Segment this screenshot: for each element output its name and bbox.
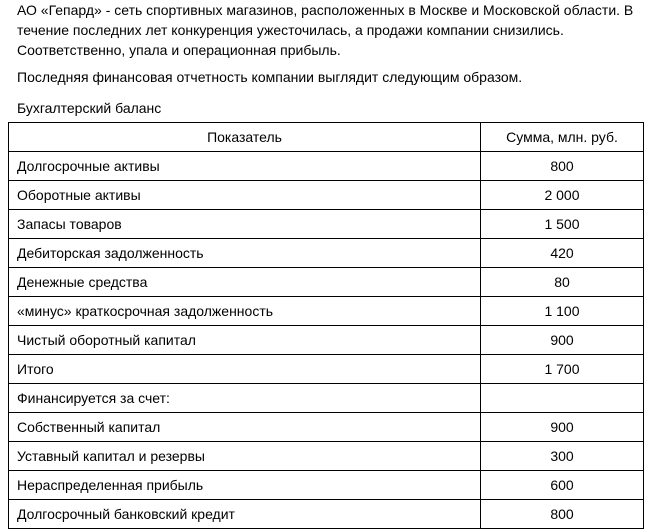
row-label: Собственный капитал bbox=[9, 413, 481, 442]
row-label: Денежные средства bbox=[9, 268, 481, 297]
row-value: 600 bbox=[481, 471, 644, 500]
table-row bbox=[9, 500, 644, 529]
row-value: 1 700 bbox=[481, 355, 644, 384]
row-label: Чистый оборотный капитал bbox=[9, 326, 481, 355]
row-value: 80 bbox=[481, 268, 644, 297]
table-row bbox=[9, 152, 644, 181]
row-label: Оборотные активы bbox=[9, 181, 481, 210]
row-label: Дебиторская задолженность bbox=[9, 239, 481, 268]
balance-sheet-table bbox=[8, 122, 644, 529]
row-label: «минус» краткосрочная задолженность bbox=[9, 297, 481, 326]
column-header-indicator: Показатель bbox=[9, 123, 481, 152]
table-row bbox=[9, 384, 644, 413]
row-value: 1 500 bbox=[481, 210, 644, 239]
row-value: 900 bbox=[481, 413, 644, 442]
row-label: Нераспределенная прибыль bbox=[9, 471, 481, 500]
row-label: Долгосрочные активы bbox=[9, 152, 481, 181]
table-header-row bbox=[9, 123, 644, 152]
table-row bbox=[9, 471, 644, 500]
row-value bbox=[481, 384, 644, 413]
row-value: 800 bbox=[481, 152, 644, 181]
table-row bbox=[9, 210, 644, 239]
row-value: 800 bbox=[481, 500, 644, 529]
table-row bbox=[9, 268, 644, 297]
row-label: Финансируется за счет: bbox=[9, 384, 481, 413]
section-title: Бухгалтерский баланс bbox=[17, 100, 162, 116]
table-row bbox=[9, 442, 644, 471]
table-row bbox=[9, 239, 644, 268]
row-value: 420 bbox=[481, 239, 644, 268]
row-value: 1 100 bbox=[481, 297, 644, 326]
row-label: Итого bbox=[9, 355, 481, 384]
statement-intro-paragraph: Последняя финансовая отчетность компании выглядит следующим образом. bbox=[17, 69, 523, 85]
table-row bbox=[9, 355, 644, 384]
row-label: Долгосрочный банковский кредит bbox=[9, 500, 481, 529]
table-row bbox=[9, 181, 644, 210]
row-value: 2 000 bbox=[481, 181, 644, 210]
row-label: Уставный капитал и резервы bbox=[9, 442, 481, 471]
table-row bbox=[9, 297, 644, 326]
row-label: Запасы товаров bbox=[9, 210, 481, 239]
column-header-amount: Сумма, млн. руб. bbox=[481, 123, 644, 152]
row-value: 900 bbox=[481, 326, 644, 355]
table-row bbox=[9, 413, 644, 442]
row-value: 300 bbox=[481, 442, 644, 471]
intro-paragraph: АО «Гепард» - сеть спортивных магазинов, расположенных в Москве и Московской области. В течение последних лет конкуренция ужесточилась, а продажи компании снизились. Соответственно, упала и операционная прибыль. bbox=[17, 2, 634, 58]
table-row bbox=[9, 326, 644, 355]
